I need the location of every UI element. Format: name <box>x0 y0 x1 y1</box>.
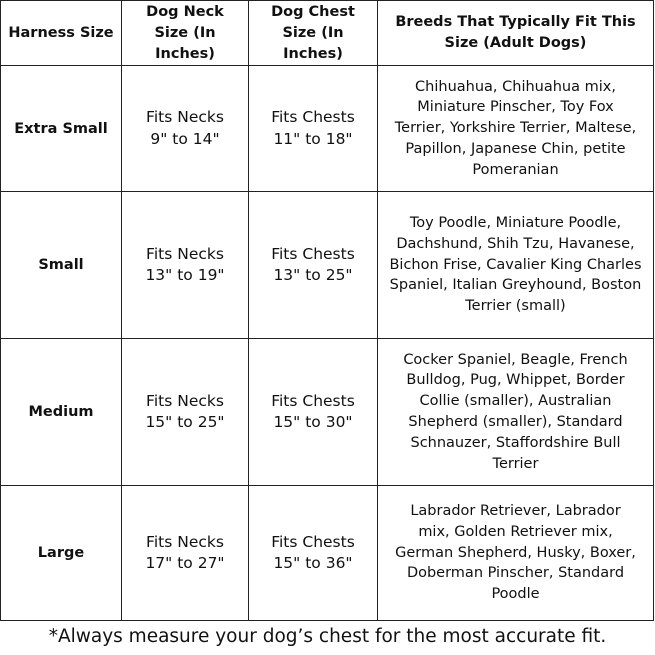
header-harness-size <box>1 1 122 66</box>
header-text: Breeds That Typically Fit This Size <box>395 14 636 51</box>
neck-label: Fits Necks <box>146 244 224 263</box>
breeds-line: Terrier <box>492 455 539 472</box>
table-row <box>1 486 654 621</box>
breeds-line: Papillon, Japanese Chin, petite <box>405 140 626 157</box>
header-neck-size <box>122 1 249 66</box>
neck-range: 15" to 25" <box>145 413 225 431</box>
neck-range: 13" to 19" <box>145 266 225 284</box>
header-text: (Adult Dogs) <box>483 35 587 51</box>
header-chest-size <box>249 1 378 66</box>
header-row <box>1 1 654 66</box>
breeds-line: Collie (smaller), Australian <box>419 393 612 410</box>
breeds-line: German Shepherd, Husky, Boxer, <box>395 544 636 561</box>
neck-label: Fits Necks <box>146 532 224 551</box>
size-cell: Medium <box>1 339 122 486</box>
header-text: Dog Neck Size <box>146 3 224 41</box>
header-text: Harness <box>8 24 75 41</box>
breeds-line: Spaniel, Italian Greyhound, Boston <box>389 277 642 294</box>
table-row <box>1 66 654 192</box>
header-breeds <box>378 1 654 66</box>
breeds-line: Miniature Pinscher, Toy Fox <box>417 99 614 116</box>
breeds-cell <box>378 339 654 486</box>
neck-range: 9" to 14" <box>150 129 220 148</box>
breeds-line: Poodle <box>491 586 540 603</box>
breeds-line: Bichon Frise, Cavalier King Charles <box>389 256 642 273</box>
neck-cell <box>122 192 249 339</box>
breeds-line: Bulldog, Pug, Whippet, Border <box>406 372 625 389</box>
chest-range: 11" to 18" <box>273 129 353 148</box>
size-cell: Small <box>1 192 122 339</box>
breeds-line: Doberman Pinscher, Standard <box>406 565 625 582</box>
header-text: Dog Chest Size <box>271 3 355 41</box>
breeds-line: Shepherd (smaller), Standard <box>408 414 623 430</box>
neck-label: Fits Necks <box>146 391 224 410</box>
table-row <box>1 192 654 339</box>
chest-cell <box>249 192 378 339</box>
breeds-line: Schnauzer, Staffordshire Bull <box>410 434 621 451</box>
chest-cell <box>249 486 378 621</box>
neck-range: 17" to 27" <box>145 554 225 572</box>
breeds-line: Chihuahua, Chihuahua mix, <box>415 78 616 95</box>
header-text: Size <box>79 24 114 41</box>
breeds-line: Pomeranian <box>472 161 559 178</box>
breeds-line: Toy Poodle, Miniature Poodle, <box>409 215 622 231</box>
chest-cell <box>249 339 378 486</box>
neck-cell <box>122 486 249 621</box>
header-text: (In Inches) <box>283 24 344 62</box>
chest-label: Fits Chests <box>271 244 355 263</box>
breeds-line: Terrier (small) <box>465 298 566 315</box>
breeds-line: Cocker Spaniel, Beagle, French <box>403 351 628 368</box>
size-cell: Large <box>1 486 122 621</box>
chest-label: Fits Chests <box>271 532 355 551</box>
breeds-cell <box>378 486 654 621</box>
neck-label: Fits Necks <box>146 108 224 126</box>
chest-range: 15" to 36" <box>273 554 353 572</box>
breeds-line: Labrador Retriever, Labrador <box>410 503 621 519</box>
neck-cell <box>122 339 249 486</box>
header-text: (In Inches) <box>155 24 216 62</box>
chest-label: Fits Chests <box>271 391 355 410</box>
chest-range: 15" to 30" <box>273 413 353 431</box>
chest-label: Fits Chests <box>271 108 355 126</box>
breeds-cell <box>378 66 654 192</box>
size-cell: Extra Small <box>1 66 122 192</box>
breeds-line: mix, Golden Retriever mix, <box>418 523 613 540</box>
neck-cell <box>122 66 249 192</box>
breeds-line: Dachshund, Shih Tzu, Havanese, <box>396 235 635 252</box>
chest-cell <box>249 66 378 192</box>
breeds-cell <box>378 192 654 339</box>
footer-note: *Always measure your dog’s chest for the most accurate fit. <box>48 626 607 647</box>
table-row <box>1 339 654 486</box>
chest-range: 13" to 25" <box>273 266 353 284</box>
breeds-line: Terrier, Yorkshire Terrier, Maltese, <box>394 120 637 137</box>
